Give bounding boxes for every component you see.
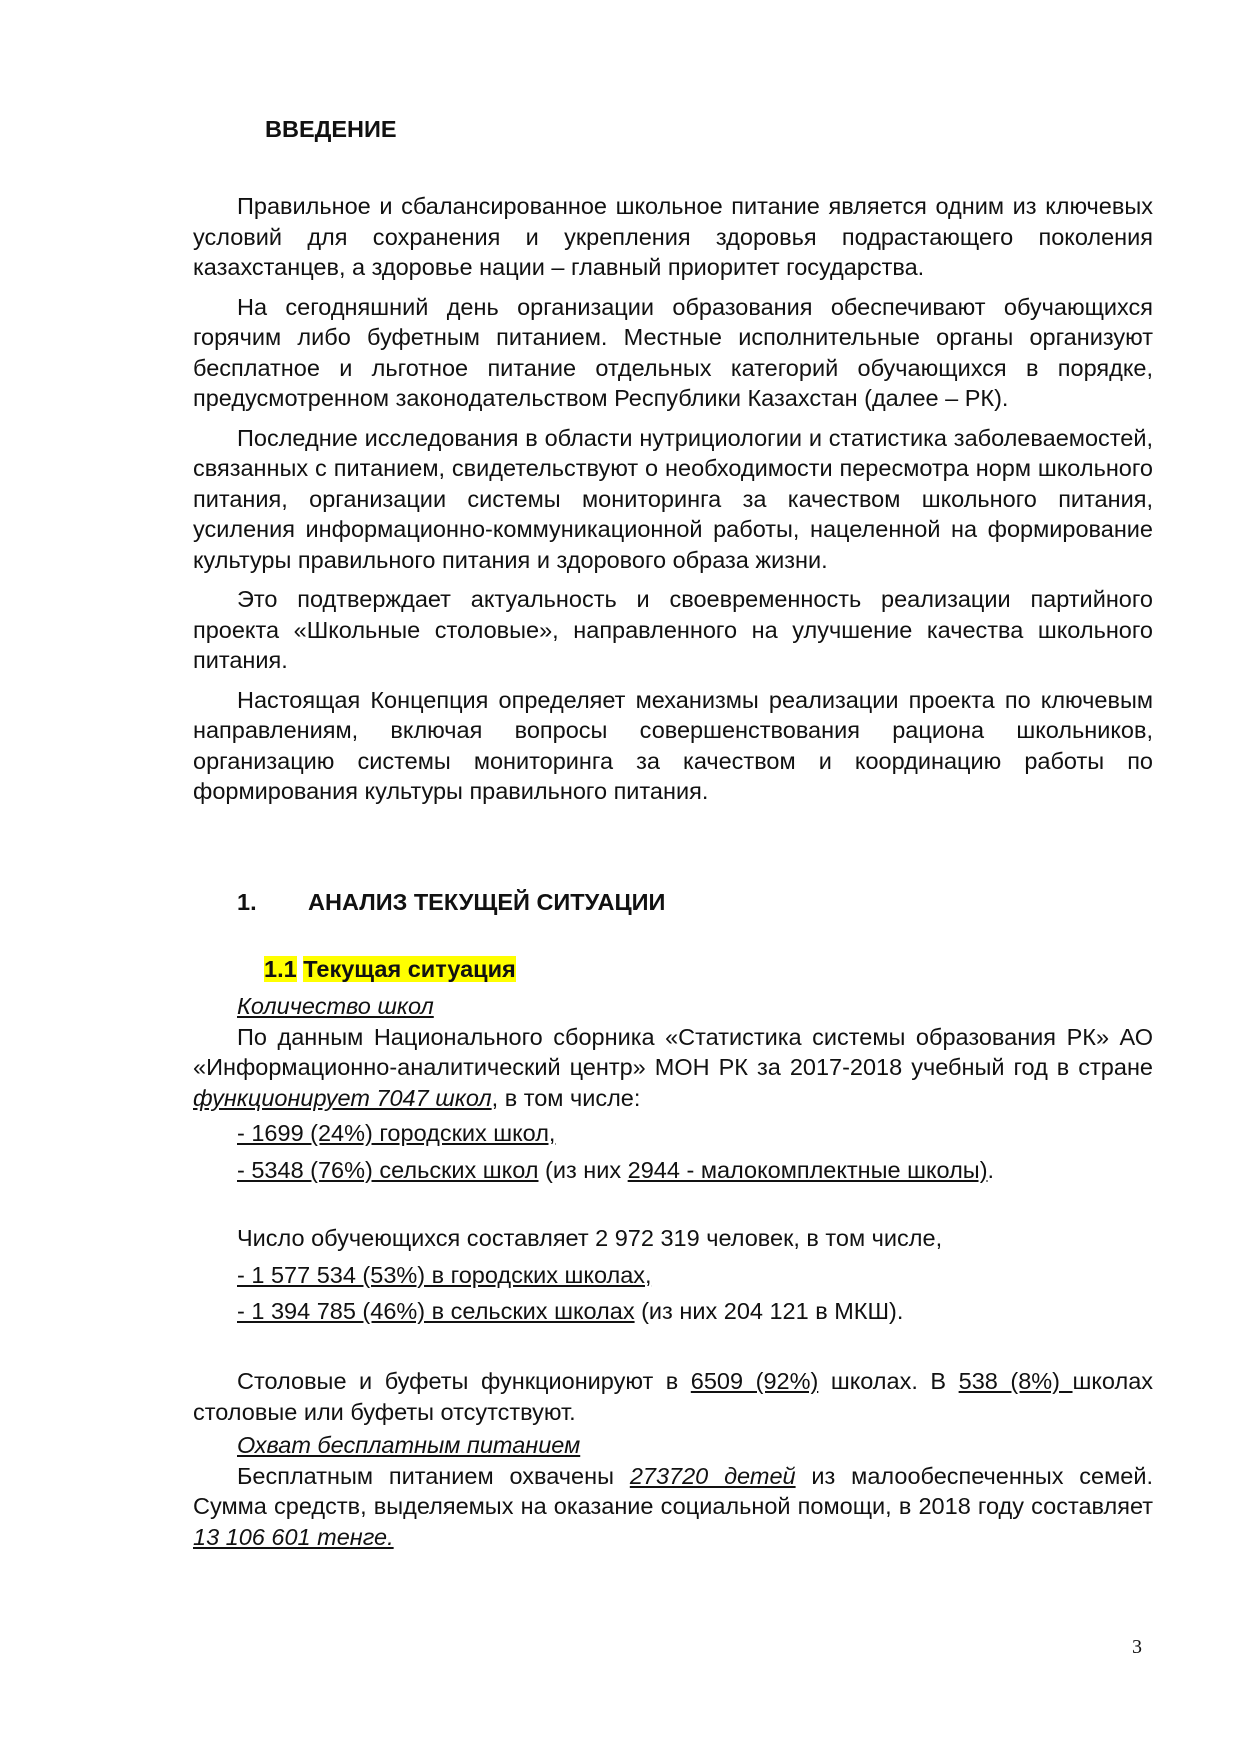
rural-students-line: - 1 394 785 (46%) в сельских школах (из них 204 121 в МКШ). (237, 1298, 904, 1324)
intro-paragraph-2: На сегодняшний день организации образования обеспечивают обучающихся горячим либо буфетным питанием. Местные исполнительные органы организуют бесплатное и льготное питание отдельных категорий обучающихся в порядке, предусмотренном законодательством Республики Казахстан (далее – РК). (193, 293, 1153, 411)
canteens-absent: 538 (8%) (958, 1368, 1073, 1394)
subsection-number: 1.1 (264, 956, 297, 982)
subsection-heading (264, 956, 516, 983)
rural-schools: - 5348 (76%) сельских школ (237, 1156, 539, 1183)
intro-paragraph-5: Настоящая Концепция определяет механизмы реализации проекта по ключевым направлениям, включая вопросы совершенствования рациона школьников, организацию системы мониторинга за качеством и координацию работы по формирования культуры правильного питания. (193, 686, 1153, 804)
intro-body (193, 191, 1153, 816)
page-number: 3 (1132, 1636, 1142, 1658)
free-meals-label: Охват бесплатным питанием (237, 1432, 581, 1458)
canteens-functioning: 6509 (92%) (690, 1368, 819, 1394)
intro-paragraph-4: Это подтверждает актуальность и своевременность реализации партийного проекта «Школьные столовые», направленного на улучшение качества школьного питания. (193, 586, 1153, 673)
free-meals-children: 273720 детей (629, 1462, 796, 1489)
schools-block (193, 991, 1153, 1185)
schools-total: функционирует 7047 школ (193, 1084, 492, 1111)
free-meals-paragraph: Бесплатным питанием охвачены 273720 детей из малообеспеченных семей. Сумма средств, выделяемых на оказание социальной помощи, в 2018 году составляет 13 106 601 тенге. (193, 1462, 1153, 1550)
section-number: 1. (237, 889, 257, 915)
students-total: Число обучеющихся составляет 2 972 319 человек, в том числе, (237, 1225, 943, 1251)
rural-students: - 1 394 785 (46%) в сельских школах (237, 1298, 635, 1324)
schools-paragraph: По данным Национального сборника «Статистика системы образования РК» АО «Информационно-аналитический центр» МОН РК за 2017-2018 учебный год в стране функционирует 7047 школ, в том числе: (193, 1023, 1153, 1111)
free-meals-amount: 13 106 601 тенге. (193, 1523, 394, 1550)
urban-students: - 1 577 534 (53%) в городских школах, (237, 1261, 652, 1288)
intro-heading: ВВЕДЕНИЕ (265, 116, 397, 142)
section-title: АНАЛИЗ ТЕКУЩЕЙ СИТУАЦИИ (308, 889, 666, 915)
schools-label: Количество школ (237, 993, 434, 1019)
students-block (193, 1223, 1153, 1327)
rural-schools-line: - 5348 (76%) сельских школ (из них 2944 - малокомплектные школы). (237, 1156, 995, 1183)
subsection-title: Текущая ситуация (303, 956, 516, 982)
urban-schools: - 1699 (24%) городских школ, (237, 1120, 556, 1146)
canteens-paragraph: Столовые и буфеты функционируют в 6509 (92%) школах. В 538 (8%) школах столовые или буфеты отсутствуют. (193, 1368, 1154, 1425)
intro-paragraph-3: Последние исследования в области нутрициологии и статистика заболеваемостей, связанных с питанием, свидетельствуют о необходимости пересмотра норм школьного питания, организации системы мониторинга за качеством школьного питания, усиления информационно-коммуникационной работы, нацеленной на формирование культуры правильного питания и здорового образа жизни. (193, 424, 1153, 573)
intro-paragraph-1: Правильное и сбалансированное школьное питание является одним из ключевых условий для сохранения и укрепления здоровья подрастающего поколения казахстанцев, а здоровье нации – главный приоритет государства. (193, 193, 1153, 280)
small-schools: 2944 - малокомплектные школы) (627, 1156, 988, 1183)
canteens-block (193, 1366, 1153, 1561)
